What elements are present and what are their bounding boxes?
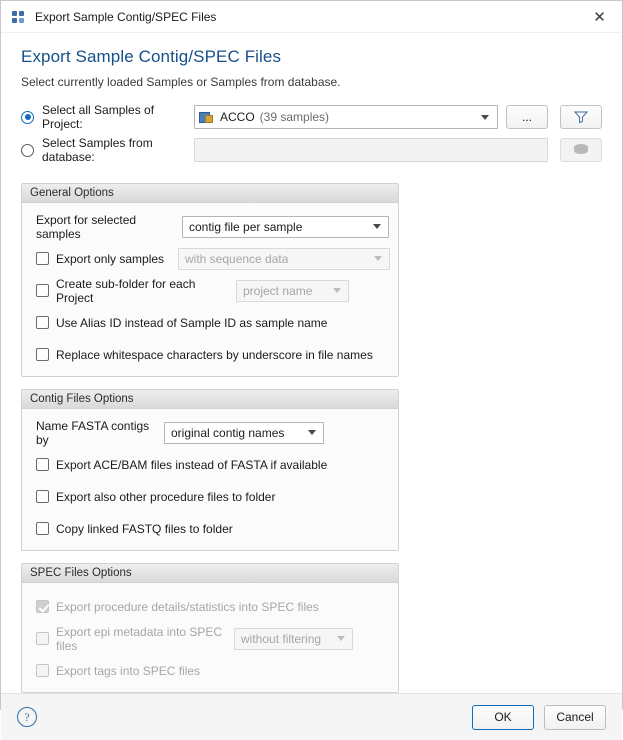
name-fasta-contigs-select[interactable] [164,422,324,444]
project-combo[interactable] [194,105,498,129]
use-alias-id-label: Use Alias ID instead of Sample ID as sample name [56,315,328,330]
source-selection [21,105,602,171]
export-tags-label: Export tags into SPEC files [56,663,201,678]
replace-whitespace-row [36,343,398,366]
radio-select-all-samples-of-project[interactable] [21,111,34,124]
spec-options-group [21,563,399,693]
checkbox-use-alias-id[interactable] [36,316,49,329]
project-icon [199,110,214,125]
project-value: ACCO [220,110,255,124]
export-procedure-details-row [36,595,398,618]
cancel-button[interactable]: Cancel [544,705,606,730]
checkbox-export-epi-metadata[interactable] [36,632,49,645]
browse-projects-button[interactable]: ... [506,105,548,129]
replace-whitespace-label: Replace whitespace characters by underscore in file names [56,347,373,362]
create-subfolder-row [36,276,398,305]
contig-options-group [21,389,399,551]
create-subfolder-value: project name [243,283,313,298]
export-only-samples-value: with sequence data [185,251,289,266]
chevron-down-icon [374,256,382,261]
contig-options-title: Contig Files Options [22,390,398,409]
funnel-icon [574,111,588,123]
chevron-down-icon [337,636,345,641]
checkbox-export-ace-bam[interactable] [36,458,49,471]
checkbox-copy-fastq[interactable] [36,522,49,535]
checkbox-create-subfolder[interactable] [36,284,49,297]
use-alias-id-row [36,311,398,334]
export-ace-bam-row [36,453,398,476]
window-title: Export Sample Contig/SPEC Files [35,9,217,24]
name-fasta-contigs-value: original contig names [171,425,285,440]
export-only-samples-label: Export only samples [56,251,165,266]
checkbox-replace-whitespace[interactable] [36,348,49,361]
export-procedure-details-label: Export procedure details/statistics into SPEC files [56,599,319,614]
contig-options-body [22,409,398,550]
project-source-row [21,105,602,129]
title-bar [1,1,622,33]
general-options-body [22,203,398,376]
page-title: Export Sample Contig/SPEC Files [21,47,282,66]
create-subfolder-select[interactable] [236,280,349,302]
chevron-down-icon [373,224,381,229]
export-other-procedure-files-row [36,485,398,508]
export-epi-metadata-value: without filtering [241,631,322,646]
export-epi-metadata-row [36,624,398,653]
help-icon[interactable]: ? [17,707,37,727]
filter-button[interactable] [560,105,602,129]
copy-fastq-label: Copy linked FASTQ files to folder [56,521,233,536]
name-fasta-contigs-row [36,418,398,447]
general-options-group [21,183,399,377]
radio-project-label: Select all Samples of Project: [42,103,155,131]
export-epi-metadata-select[interactable] [234,628,353,650]
header [1,33,622,89]
database-samples-input[interactable] [194,138,548,162]
export-tags-row [36,659,398,682]
export-for-selected-samples-value: contig file per sample [189,219,303,234]
app-grid-icon [11,9,27,25]
export-for-selected-samples-select[interactable] [182,216,389,238]
spec-options-title: SPEC Files Options [22,564,398,583]
copy-fastq-row [36,517,398,540]
radio-select-samples-from-database[interactable] [21,144,34,157]
project-sample-count: (39 samples) [259,110,330,124]
checkbox-export-tags[interactable] [36,664,49,677]
export-for-selected-samples-label: Export for selected samples [36,212,137,241]
database-source-row [21,138,602,162]
name-fasta-contigs-label: Name FASTA contigs by [36,418,150,447]
checkbox-export-procedure-details[interactable] [36,600,49,613]
create-subfolder-label: Create sub-folder for each Project [56,276,196,305]
general-options-title: General Options [22,184,398,203]
export-only-samples-select[interactable] [178,248,390,270]
chevron-down-icon [481,115,489,120]
spec-options-body [22,583,398,692]
export-other-procedure-files-label: Export also other procedure files to folder [56,489,276,504]
footer-buttons [472,705,606,730]
export-ace-bam-label: Export ACE/BAM files instead of FASTA if available [56,457,328,472]
database-icon [573,142,589,158]
chevron-down-icon [333,288,341,293]
radio-database-label: Select Samples from database: [42,136,153,164]
ok-button[interactable]: OK [472,705,534,730]
export-for-selected-samples-row [36,212,398,241]
checkbox-export-only-samples[interactable] [36,252,49,265]
close-icon[interactable]: ✕ [593,7,606,26]
export-epi-metadata-label: Export epi metadata into SPEC files [56,624,223,653]
footer [1,693,622,740]
chevron-down-icon [308,430,316,435]
database-browse-button[interactable] [560,138,602,162]
checkbox-export-other-procedure-files[interactable] [36,490,49,503]
export-only-samples-row [36,247,398,270]
page-subtitle: Select currently loaded Samples or Samples from database. [21,75,341,89]
